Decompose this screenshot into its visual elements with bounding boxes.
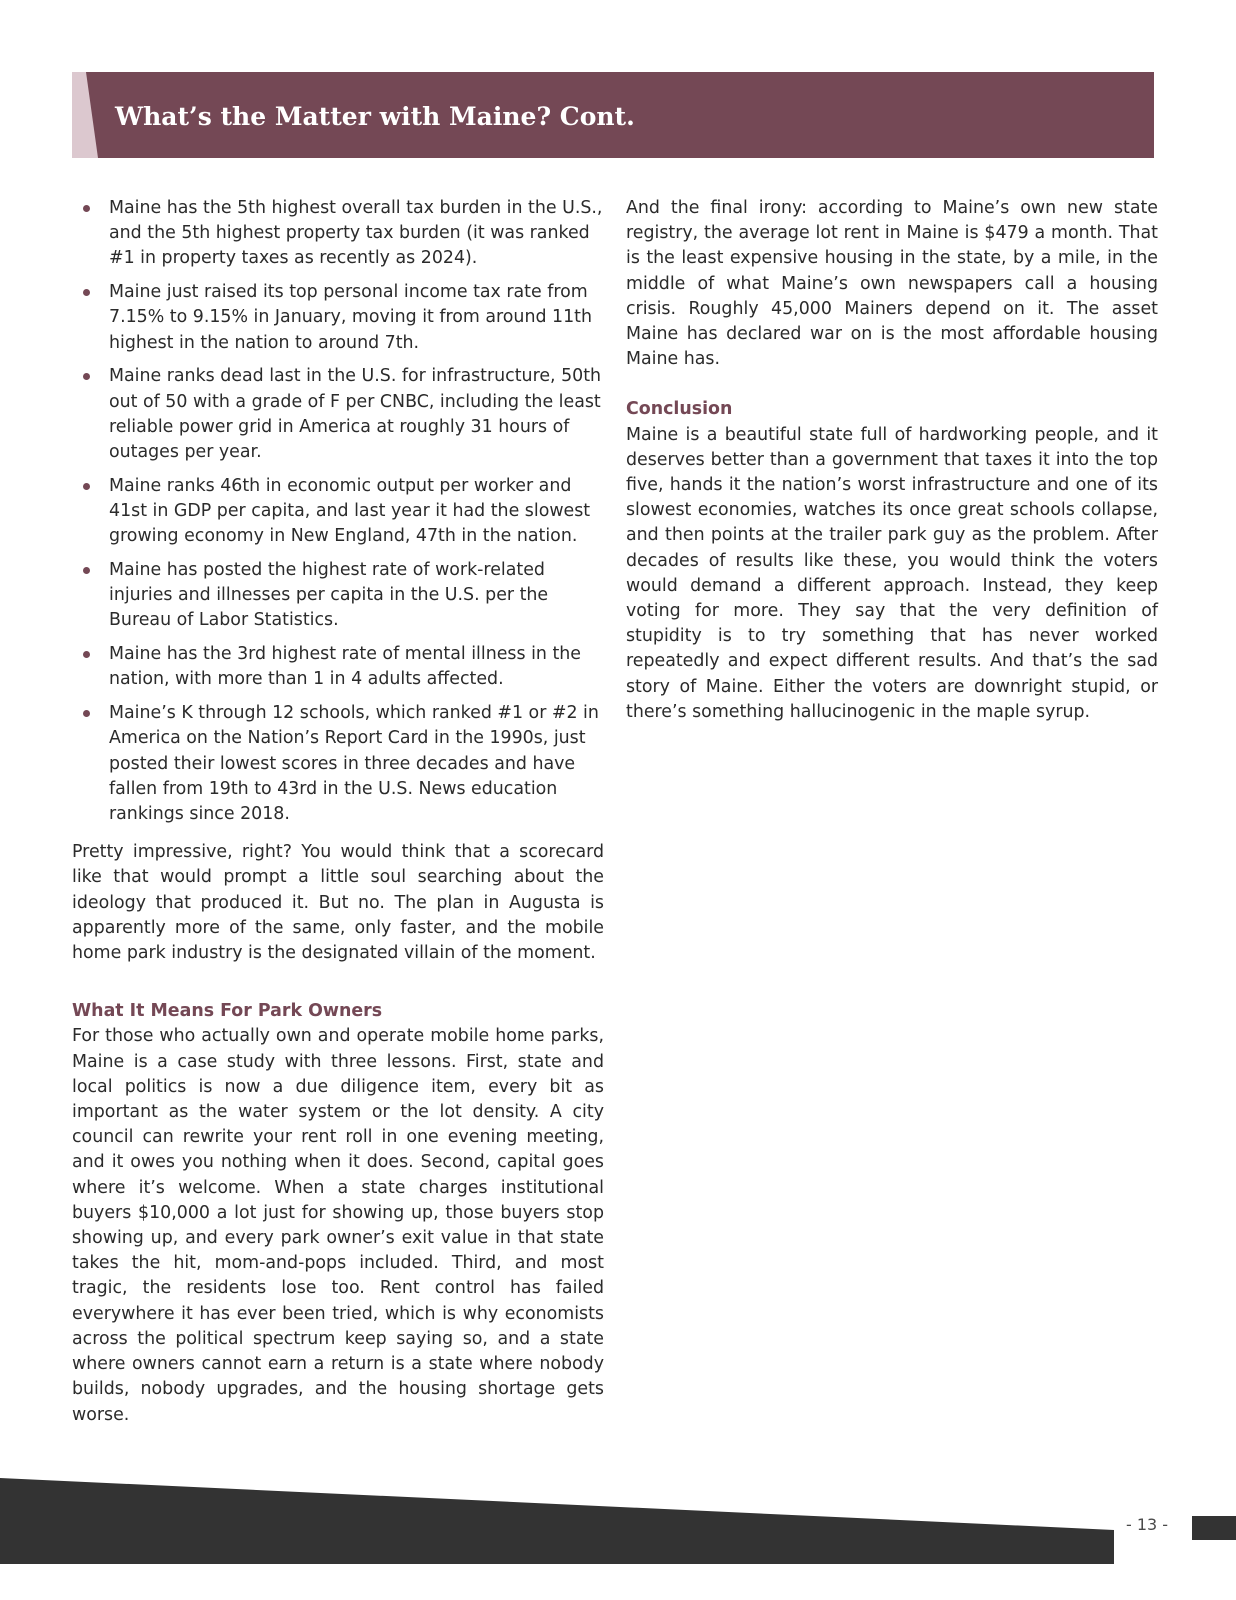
scorecard-paragraph: Pretty impressive, right? You would think that a scorecard like that would prompt a little soul searching about the ideology that produced it. But no. The plan in Augusta is apparently more of the same, only faster, and the mobile home park industry is the designated villain of the moment. [72, 842, 604, 964]
footer-band [0, 1478, 1114, 1564]
list-item [72, 474, 604, 550]
list-item-text: Maine ranks 46th in economic output per worker and 41st in GDP per capita, and last year it had the slowest growing economy in New England, 47th in the nation. [109, 475, 591, 547]
bullet-icon [83, 205, 90, 212]
banner-accent-stripe [72, 72, 98, 158]
list-item-text: Maine has the 5th highest overall tax burden in the U.S., and the 5th highest property tax burden (it was ranked #1 in property taxes as recently as 2024). [109, 198, 603, 269]
bullet-icon [83, 651, 90, 658]
bullet-icon [83, 710, 90, 717]
page-title: What’s the Matter with Maine? Cont. [115, 102, 635, 131]
page-number: - 13 - [1126, 1515, 1169, 1534]
list-item [72, 642, 604, 692]
list-item-text: Maine has posted the highest rate of work-related injuries and illnesses per capita in the U.S. per the Bureau of Labor Statistics. [109, 560, 549, 631]
title-banner [72, 72, 1154, 158]
park-owners-paragraph: For those who actually own and operate mobile home parks, Maine is a case study with three lessons. First, state and local politics is now a due diligence item, every bit as important as the water system or the lot density. A city council can rewrite your rent roll in one evening meeting, and it owes you nothing when it does. Second, capital goes where it’s welcome. When a state charges institutional buyers $10,000 a lot just for showing up, those buyers stop showing up, and every park owner’s exit value in that state takes the hit, mom-and-pops included. Third, and most tragic, the residents lose too. Rent control has failed everywhere it has ever been tried, which is why economists across the political spectrum keep saying so, and a state where owners cannot earn a return is a state where nobody builds, nobody upgrades, and the housing shortage gets worse. [72, 1026, 604, 1425]
irony-paragraph: And the final irony: according to Maine’s own new state registry, the average lot rent in Maine is $479 a month. That is the least expensive housing in the state, by a mile, in the middle of what Maine’s own newspapers call a housing crisis. Roughly 45,000 Mainers depend on it. The asset Maine has declared war on is the most affordable housing Maine has. [626, 198, 1158, 370]
list-item [72, 364, 604, 465]
statistics-bullet-list [72, 196, 604, 827]
list-item [72, 701, 604, 827]
conclusion-heading: Conclusion [626, 399, 733, 420]
park-owners-heading: What It Means For Park Owners [72, 1001, 383, 1022]
right-column [626, 196, 1158, 725]
list-item [72, 196, 604, 272]
bullet-icon [83, 289, 90, 296]
conclusion-paragraph: Maine is a beautiful state full of hardworking people, and it deserves better than a government that taxes it into the top five, hands it the nation’s worst infrastructure and one of its slowest economies, watches its once great schools collapse, and then points at the trailer park guy as the problem. After decades of results like these, you would think the voters would demand a different approach. Instead, they keep voting for more. They say that the very definition of stupidity is to try something that has never worked repeatedly and expect different results. And that’s the sad story of Maine. Either the voters are downright stupid, or there’s something hallucinogenic in the maple syrup. [626, 424, 1158, 722]
list-item-text: Maine just raised its top personal income tax rate from 7.15% to 9.15% in January, moving it from around 11th highest in the nation to around 7th. [109, 282, 593, 353]
bullet-icon [83, 567, 90, 574]
list-item [72, 558, 604, 634]
list-item-text: Maine has the 3rd highest rate of mental illness in the nation, with more than 1 in 4 adults affected. [109, 644, 582, 690]
list-item [72, 280, 604, 356]
left-column [72, 196, 604, 1428]
bullet-icon [83, 483, 90, 490]
footer-tab [1192, 1516, 1236, 1540]
list-item-text: Maine’s K through 12 schools, which ranked #1 or #2 in America on the Nation’s Report Card in the 1990s, just posted their lowest scores in three decades and have fallen from 19th to 43rd in the U.S. News education rankings since 2018. [109, 703, 599, 825]
list-item-text: Maine ranks dead last in the U.S. for infrastructure, 50th out of 50 with a grade of F per CNBC, including the least reliable power grid in America at roughly 31 hours of outages per year. [109, 366, 602, 463]
bullet-icon [83, 373, 90, 380]
